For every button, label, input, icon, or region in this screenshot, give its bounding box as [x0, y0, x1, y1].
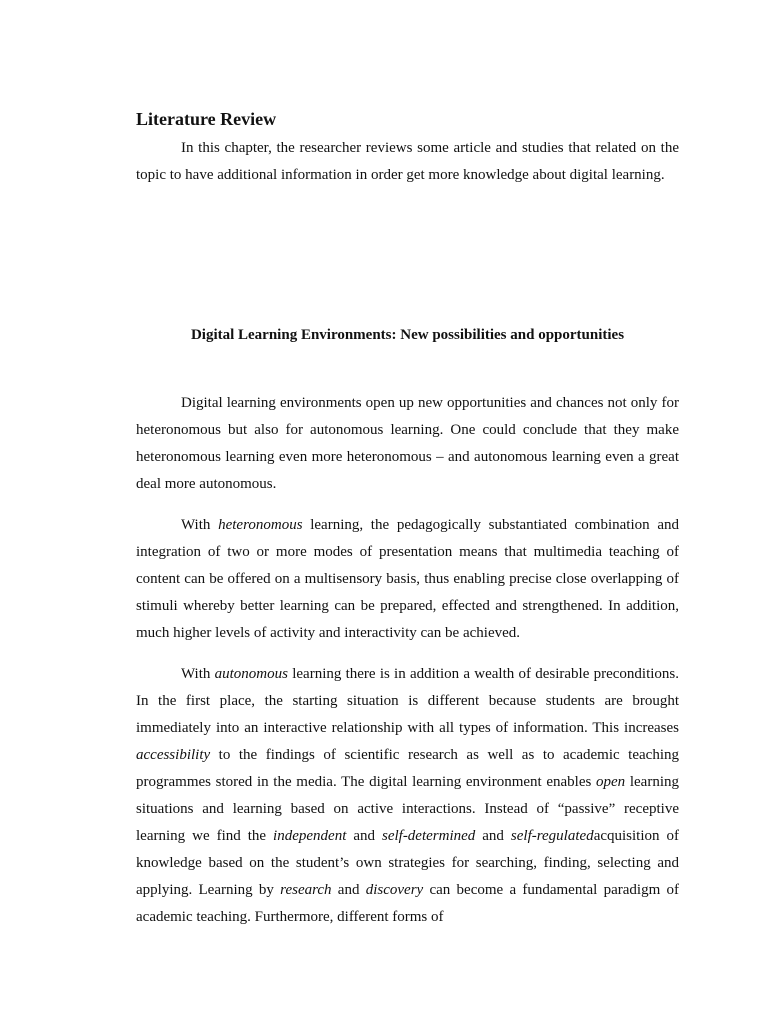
emphasis-term: open — [596, 774, 626, 790]
text-run: to the findings of scientific research as well as to academic teaching programmes stored in the media. The digital learning environment enables — [136, 747, 679, 790]
emphasis-term: accessibility — [136, 747, 211, 763]
page-title: Literature Review — [136, 109, 277, 129]
text-run: learning there is in addition a wealth of desirable preconditions. In the first place, the starting situation is different because students are brought immediately into an interactive relationship with all types of information. This increases — [136, 666, 679, 736]
text-run: and — [331, 882, 366, 898]
emphasis-term: heteronomous — [218, 517, 303, 533]
text-run: With — [181, 666, 215, 682]
text-run: learning, the pedagogically substantiated combination and integration of two or more modes of presentation means that multimedia teaching of content can be offered on a multisensory basis, thus enabling precise close overlapping of stimuli whereby better learning can be prepared, effected and strengthened. In addition, much higher levels of activity and interactivity can be achieved. — [136, 517, 679, 641]
paragraph-heteronomous — [136, 512, 679, 647]
text-run: and — [346, 828, 382, 844]
text-run: learning situations and learning based on active interactions. Instead of “passive” receptive learning we find the — [136, 774, 679, 844]
emphasis-term: research — [280, 882, 332, 898]
emphasis-term: self-determined — [381, 828, 476, 844]
text-run: can become a fundamental paradigm of academic teaching. Furthermore, different forms of — [136, 882, 679, 925]
paragraph-autonomous — [136, 661, 679, 931]
emphasis-term: autonomous — [214, 666, 288, 682]
section-title: Digital Learning Environments: New possibilities and opportunities — [190, 327, 625, 343]
emphasis-term: independent — [273, 828, 347, 844]
intro-paragraph: In this chapter, the researcher reviews some article and studies that related on the topic to have additional information in order get more knowledge about digital learning. — [136, 140, 679, 183]
text-run: and — [475, 828, 511, 844]
text-run: acquisition of knowledge based on the student’s own strategies for searching, finding, selecting and applying. Learning by — [136, 828, 679, 898]
emphasis-term: discovery — [365, 882, 424, 898]
paragraph-digital-environments: Digital learning environments open up new opportunities and chances not only for heteronomous but also for autonomous learning. One could conclude that they make heteronomous learning even more heteronomous – and autonomous learning even a great deal more autonomous. — [136, 395, 679, 492]
emphasis-term: self-regulated — [510, 828, 594, 844]
text-run: With — [181, 517, 219, 533]
